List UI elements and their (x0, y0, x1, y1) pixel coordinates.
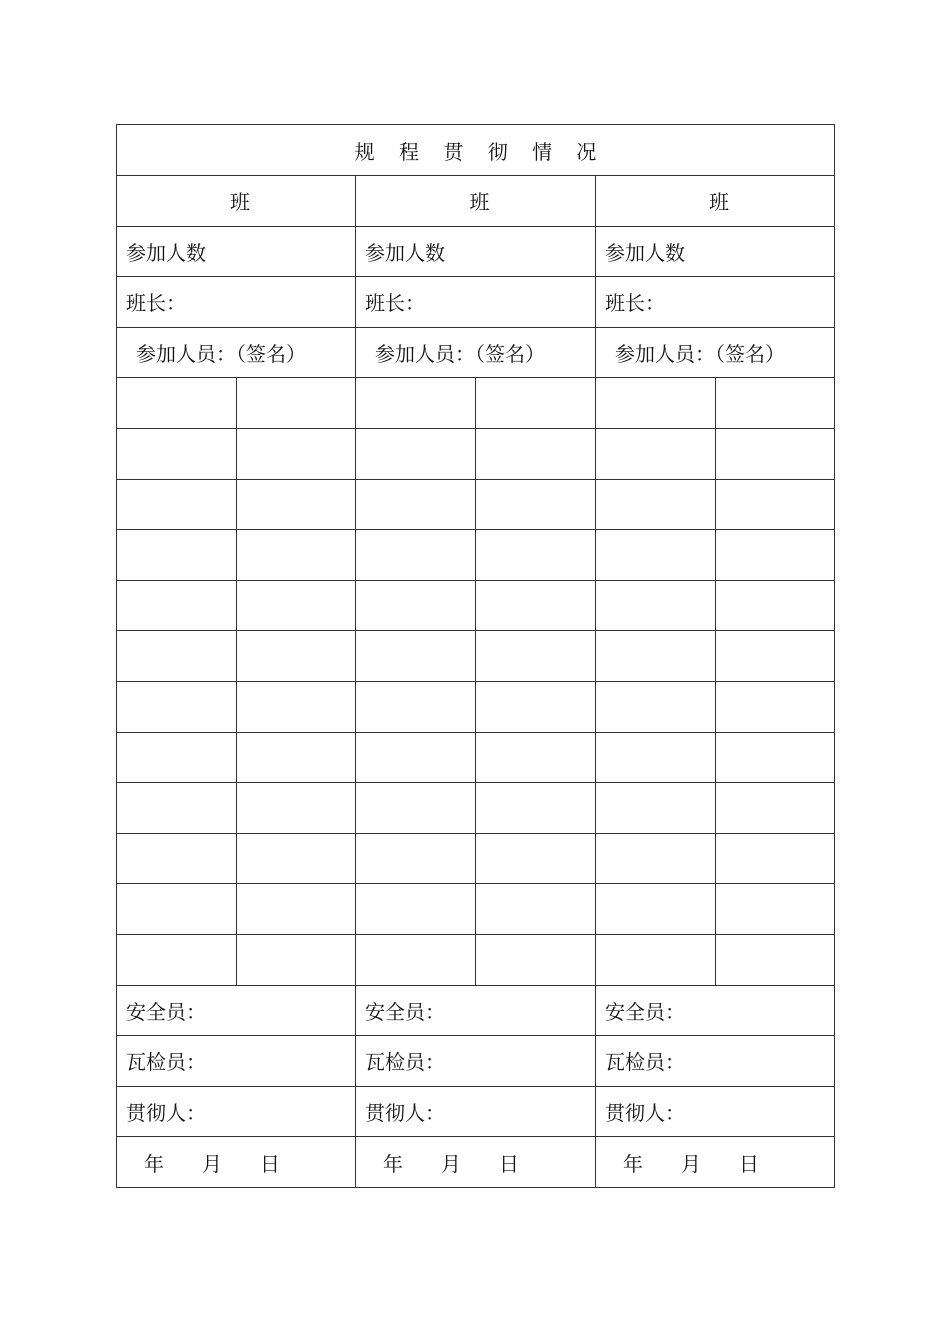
signature-cell[interactable] (117, 378, 237, 429)
signature-cell[interactable] (237, 631, 356, 682)
signature-cell[interactable] (716, 934, 835, 985)
signature-row (117, 530, 835, 581)
signature-cell[interactable] (237, 732, 356, 783)
signature-row (117, 631, 835, 682)
date-field-2[interactable] (356, 1137, 596, 1188)
signature-cell[interactable] (716, 530, 835, 581)
signature-cell[interactable] (237, 530, 356, 581)
signature-cell[interactable] (356, 732, 476, 783)
signature-cell[interactable] (716, 428, 835, 479)
signature-cell[interactable] (117, 833, 237, 884)
signature-cell[interactable] (716, 884, 835, 935)
signature-cell[interactable] (476, 833, 596, 884)
signature-cell[interactable] (716, 631, 835, 682)
signature-cell[interactable] (476, 428, 596, 479)
signature-cell[interactable] (596, 732, 716, 783)
signature-cell[interactable] (356, 428, 476, 479)
signature-cell[interactable] (117, 479, 237, 530)
signature-cell[interactable] (596, 378, 716, 429)
signature-cell[interactable] (237, 428, 356, 479)
year-label: 年 (144, 1151, 164, 1176)
signature-cell[interactable] (476, 681, 596, 732)
implementer-field-3[interactable]: 贯彻人： (596, 1086, 835, 1137)
signature-row (117, 783, 835, 834)
signature-cell[interactable] (596, 783, 716, 834)
signature-cell[interactable] (596, 884, 716, 935)
count-row (117, 226, 835, 277)
signature-cell[interactable] (716, 833, 835, 884)
ban-row (117, 176, 835, 227)
signature-cell[interactable] (237, 783, 356, 834)
signature-row (117, 681, 835, 732)
signature-cell[interactable] (356, 783, 476, 834)
signature-cell[interactable] (117, 934, 237, 985)
signature-cell[interactable] (476, 530, 596, 581)
signature-cell[interactable] (356, 681, 476, 732)
signature-cell[interactable] (117, 884, 237, 935)
signature-cell[interactable] (356, 934, 476, 985)
signature-cell[interactable] (117, 681, 237, 732)
signature-cell[interactable] (716, 378, 835, 429)
signature-cell[interactable] (117, 783, 237, 834)
procedure-implementation-table (116, 124, 835, 1188)
signature-cell[interactable] (596, 428, 716, 479)
signature-row (117, 833, 835, 884)
signature-cell[interactable] (716, 783, 835, 834)
signature-cell[interactable] (237, 681, 356, 732)
implementer-field-1[interactable]: 贯彻人： (117, 1086, 356, 1137)
signature-cell[interactable] (476, 934, 596, 985)
signature-cell[interactable] (237, 479, 356, 530)
signature-cell[interactable] (237, 378, 356, 429)
safety-row (117, 985, 835, 1036)
ban-label-2: 班 (356, 176, 596, 227)
signature-cell[interactable] (596, 934, 716, 985)
year-label: 年 (623, 1151, 643, 1176)
signature-cell[interactable] (476, 479, 596, 530)
signature-cell[interactable] (237, 884, 356, 935)
signature-cell[interactable] (356, 479, 476, 530)
signature-cell[interactable] (716, 732, 835, 783)
signature-grid (117, 378, 835, 985)
signature-cell[interactable] (596, 681, 716, 732)
signature-cell[interactable] (716, 681, 835, 732)
signature-cell[interactable] (596, 580, 716, 631)
leader-row (117, 277, 835, 328)
signature-cell[interactable] (117, 631, 237, 682)
day-label: 日 (260, 1151, 280, 1176)
ban-label-3: 班 (596, 176, 835, 227)
form-title: 规 程 贯 彻 情 况 (117, 125, 835, 176)
signature-cell[interactable] (117, 580, 237, 631)
participant-count-field-2[interactable]: 参加人数 (356, 226, 596, 277)
gas-inspector-field-3[interactable]: 瓦检员： (596, 1036, 835, 1087)
signature-row (117, 428, 835, 479)
year-label: 年 (383, 1151, 403, 1176)
members-header-row (117, 327, 835, 378)
team-leader-field-3[interactable]: 班长： (596, 277, 835, 328)
signature-row (117, 479, 835, 530)
date-field-1[interactable] (117, 1137, 356, 1188)
signature-cell[interactable] (117, 530, 237, 581)
participant-count-field-1[interactable]: 参加人数 (117, 226, 356, 277)
safety-officer-field-1[interactable]: 安全员： (117, 985, 356, 1036)
participant-count-field-3[interactable]: 参加人数 (596, 226, 835, 277)
month-label: 月 (202, 1151, 222, 1176)
signature-row (117, 732, 835, 783)
safety-officer-field-2[interactable]: 安全员： (356, 985, 596, 1036)
signature-row (117, 934, 835, 985)
signature-cell[interactable] (476, 783, 596, 834)
gas-inspector-row (117, 1036, 835, 1087)
members-signature-label-1: 参加人员：（签名） (117, 327, 356, 378)
signature-cell[interactable] (596, 631, 716, 682)
gas-inspector-field-1[interactable]: 瓦检员： (117, 1036, 356, 1087)
day-label: 日 (499, 1151, 519, 1176)
team-leader-field-2[interactable]: 班长： (356, 277, 596, 328)
implementer-field-2[interactable]: 贯彻人： (356, 1086, 596, 1137)
signature-cell[interactable] (476, 580, 596, 631)
signature-cell[interactable] (356, 378, 476, 429)
signature-cell[interactable] (476, 631, 596, 682)
signature-cell[interactable] (356, 884, 476, 935)
members-signature-label-2: 参加人员：（签名） (356, 327, 596, 378)
signature-cell[interactable] (356, 631, 476, 682)
members-signature-label-3: 参加人员：（签名） (596, 327, 835, 378)
signature-cell[interactable] (596, 479, 716, 530)
signature-cell[interactable] (596, 530, 716, 581)
signature-cell[interactable] (476, 732, 596, 783)
implementation-form (116, 124, 834, 1188)
signature-cell[interactable] (356, 580, 476, 631)
signature-cell[interactable] (237, 833, 356, 884)
signature-cell[interactable] (237, 934, 356, 985)
signature-cell[interactable] (476, 378, 596, 429)
implementer-row (117, 1086, 835, 1137)
signature-cell[interactable] (237, 580, 356, 631)
signature-cell[interactable] (476, 884, 596, 935)
signature-cell[interactable] (716, 479, 835, 530)
signature-cell[interactable] (356, 530, 476, 581)
signature-row (117, 378, 835, 429)
signature-cell[interactable] (117, 428, 237, 479)
day-label: 日 (739, 1151, 759, 1176)
gas-inspector-field-2[interactable]: 瓦检员： (356, 1036, 596, 1087)
signature-cell[interactable] (117, 732, 237, 783)
signature-cell[interactable] (596, 833, 716, 884)
title-row (117, 125, 835, 176)
team-leader-field-1[interactable]: 班长： (117, 277, 356, 328)
month-label: 月 (441, 1151, 461, 1176)
signature-row (117, 884, 835, 935)
signature-cell[interactable] (356, 833, 476, 884)
month-label: 月 (681, 1151, 701, 1176)
signature-cell[interactable] (716, 580, 835, 631)
date-field-3[interactable] (596, 1137, 835, 1188)
ban-label-1: 班 (117, 176, 356, 227)
signature-row (117, 580, 835, 631)
safety-officer-field-3[interactable]: 安全员： (596, 985, 835, 1036)
date-row (117, 1137, 835, 1188)
